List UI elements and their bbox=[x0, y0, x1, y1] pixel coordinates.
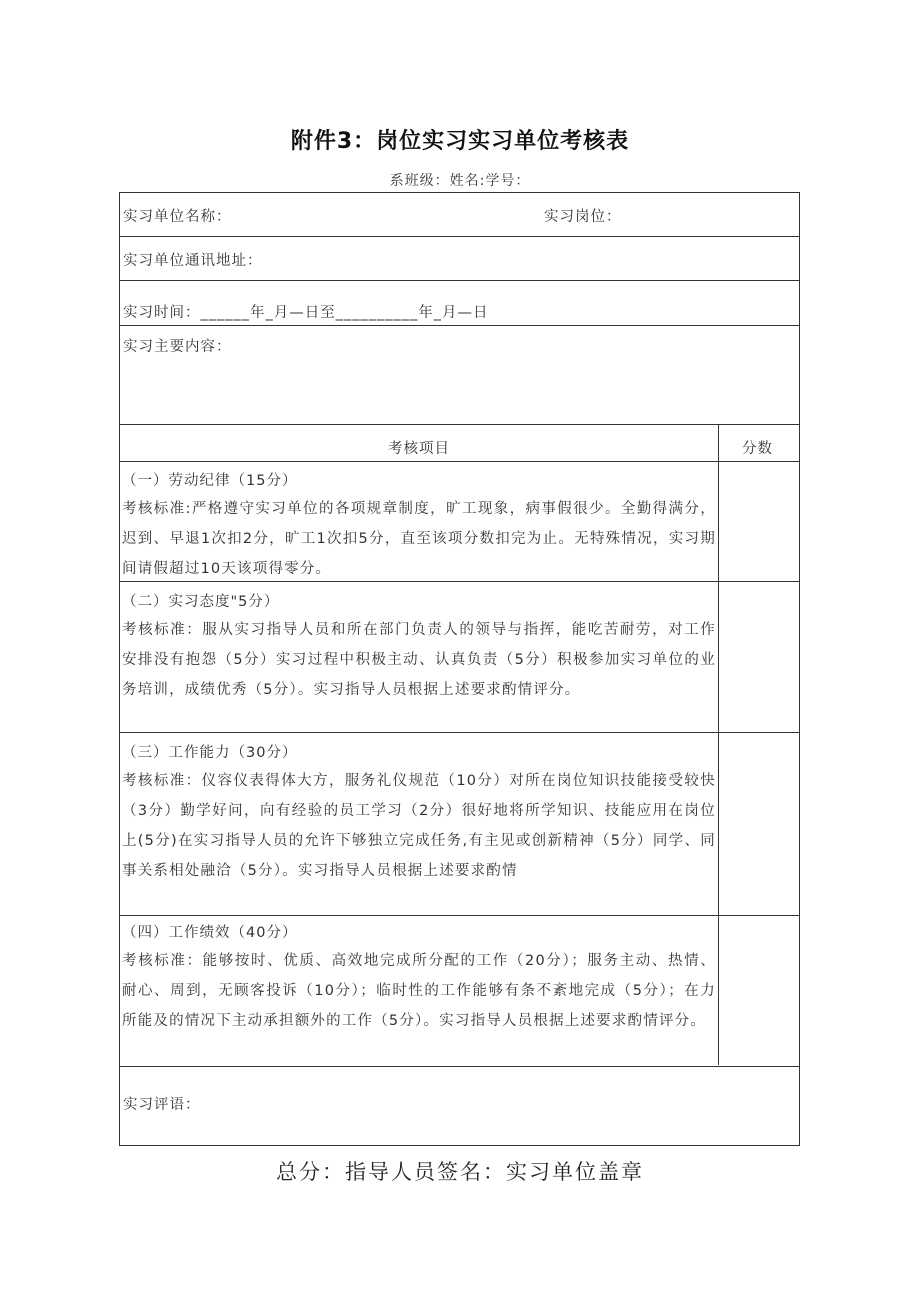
section-criteria: 考核标准：能够按时、优质、高效地完成所分配的工作（20分）；服务主动、热情、耐心、周到，无顾客投诉（10分）；临时性的工作能够有条不紊地完成（5分）；在力所能及的情况下主动承担额外的工作（5分）。实习指导人员根据上述要求酌情评分。 bbox=[122, 953, 716, 1029]
time-row bbox=[120, 281, 799, 326]
document-title: 附件3：岗位实习实习单位考核表 bbox=[290, 129, 630, 154]
content-label: 实习主要内容： bbox=[123, 339, 232, 355]
header-assessment-item: 考核项目 bbox=[388, 441, 450, 457]
table-header-row bbox=[120, 425, 799, 462]
assessment-form bbox=[119, 192, 800, 1146]
score-column-divider bbox=[718, 425, 719, 1065]
student-info-line: 系班级：姓名:学号： bbox=[389, 173, 531, 189]
content-row bbox=[120, 326, 799, 425]
section-attitude bbox=[120, 582, 799, 733]
address-label: 实习单位通讯地址： bbox=[123, 253, 263, 269]
address-row bbox=[120, 237, 799, 281]
section-labor-discipline bbox=[120, 462, 799, 582]
section-heading: （一）劳动纪律（15分） bbox=[122, 473, 298, 489]
section-criteria: 考核标准：服从实习指导人员和所在部门负责人的领导与指挥，能吃苦耐劳，对工作安排没有抱怨（5分）实习过程中积极主动、认真负责（5分）积极参加实习单位的业务培训，成绩优秀（5分）。实习指导人员根据上述要求酌情评分。 bbox=[122, 622, 716, 698]
internship-time: 实习时间：______年_月—日至__________年_月—日 bbox=[123, 305, 489, 321]
signature-line: 总分：指导人员签名：实习单位盖章 bbox=[276, 1160, 644, 1184]
section-criteria: 考核标准:严格遵守实习单位的各项规章制度，旷工现象，病事假很少。全勤得满分，迟到、早退1次扣2分，旷工1次扣5分，直至该项分数扣完为止。无特殊情况，实习期间请假超过10天该项得零分。 bbox=[122, 501, 716, 577]
section-performance bbox=[120, 916, 799, 1067]
section-heading: （四）工作绩效（40分） bbox=[122, 925, 298, 941]
section-heading: （二）实习态度"5分） bbox=[122, 594, 280, 610]
section-criteria: 考核标准：仪容仪表得体大方，服务礼仪规范（10分）对所在岗位知识技能接受较快（3分）勤学好问，向有经验的员工学习（2分）很好地将所学知识、技能应用在岗位上(5分)在实习指导人员的允许下够独立完成任务,有主见或创新精神（5分）同学、同事关系相处融洽（5分）。实习指导人员根据上述要求酌情 bbox=[122, 773, 716, 879]
header-score: 分数 bbox=[742, 441, 773, 457]
position-label: 实习岗位： bbox=[544, 209, 622, 225]
comment-label: 实习评语： bbox=[123, 1097, 201, 1113]
section-heading: （三）工作能力（30分） bbox=[122, 745, 298, 761]
comment-row bbox=[120, 1067, 799, 1147]
unit-name-label: 实习单位名称： bbox=[123, 209, 232, 225]
section-work-ability bbox=[120, 733, 799, 916]
unit-name-row bbox=[120, 193, 799, 237]
